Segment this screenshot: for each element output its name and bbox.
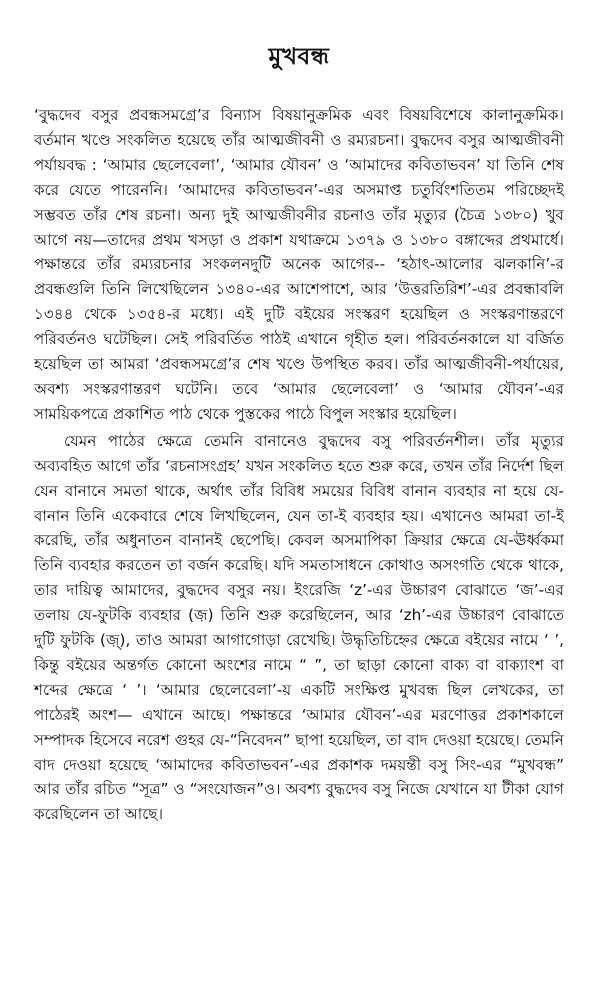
paragraph-1: ‘বুদ্ধদেব বসুর প্রবন্ধসমগ্রে’র বিন্যাস বিষয়ানুক্রমিক এবং বিষয়বিশেষে কালানুক্রমিক। বর্তমান খণ্ডে সংকলিত হয়েছে তাঁর আত্মজীবনী ও রম্যরচনা। বুদ্ধদেব বসুর আত্মজীবনী পর্যায়বদ্ধ : ‘আমার ছেলেবেলা’, ‘আমার যৌবন’ ও ‘আমাদের কবিতাভবন’ যা তিনি শেষ করে যেতে পারেননি। ‘আমাদের কবিতাভবন’-এর অসমাপ্ত চতুর্বিংশতিতম পরিচ্ছেদই সম্ভবত তাঁর শেষ রচনা। অন্য দুই আত্মজীবনীর রচনাও তাঁর মৃত্যুর (চৈত্র ১৩৮০) খুব আগে নয়—তাদের প্রথম খসড়া ও প্রকাশ যথাক্রমে ১৩৭৯ ও ১৩৮০ বঙ্গাব্দের প্রথমার্ধে। পক্ষান্তরে তাঁর রম্যরচনার সংকলনদুটি অনেক আগের-- ‘হঠাৎ-আলোর ঝলকানি’-র প্রবন্ধগুলি তিনি লিখেছিলেন ১৩৪০-এর আশেপাশে, আর ‘উত্তরতিরিশ’-এর প্রবন্ধাবলি ১৩৪৪ থেকে ১৩৫৪-র মধ্যে। এই দুটি বইয়ের সংস্করণ হয়েছিল ও সংস্করণান্তরণে পরিবর্তনও ঘটেছিল। সেই পরিবর্তিত পাঠই এখানে গৃহীত হল। পরিবর্তনকালে যা বর্জিত হয়েছিল তা আমরা ‘প্রবন্ধসমগ্রে’র শেষ খণ্ডে উপস্থিত করব। তাঁর আত্মজীবনী-পর্যায়ের, অবশ্য সংস্করণান্তরণ ঘটেনি। তবে ‘আমার ছেলেবেলা’ ও ‘আমার যৌবন’-এর সাময়িকপত্রে প্রকাশিত পাঠ থেকে পুস্তকের পাঠে বিপুল সংস্কার হয়েছিল।	[34, 106, 565, 423]
page-title: মুখবন্ধ	[268, 44, 330, 70]
paragraph-2: যেমন পাঠের ক্ষেত্রে তেমনি বানানেও বুদ্ধদেব বসু পরিবর্তনশীল। তাঁর মৃত্যুর অব্যবহিত আগে তাঁর ‘রচনাসংগ্রহ’ যখন সংকলিত হতে শুরু করে, তখন তাঁর নির্দেশ ছিল যেন বানানে সমতা থাকে, অর্থাৎ তাঁর বিবিধ সময়ের বিবিধ বানান ব্যবহার না হয়ে যে-বানান তিনি একেবারে শেষে লিখছিলেন, যেন তা-ই ব্যবহার হয়। এখানেও আমরা তা-ই করেছি, তাঁর অধুনাতন বানানই ছেপেছি। কেবল অসমাপিকা ক্রিয়ার ক্ষেত্রে যে-ঊর্ধ্বকমা তিনি ব্যবহার করতেন তা বর্জন করেছি। যদি সমতাসাধনে কোথাও অসংগতি থেকে থাকে, তার দায়িত্ব আমাদের, বুদ্ধদেব বসুর নয়। ইংরেজি ‘z’-এর উচ্চারণ বোঝাতে ‘জ’-এর তলায় যে-ফুটকি ব্যবহার (জ়) তিনি শুরু করেছিলেন, আর ‘zh’-এর উচ্চারণ বোঝাতে দুটি ফুটকি (জ়্), তাও আমরা আগাগোড়া রেখেছি। উদ্ধৃতিচিহ্নের ক্ষেত্রে বইয়ের নামে ‘ ’, কিন্তু বইয়ের অন্তর্গত কোনো অংশের নামে “ ”, তা ছাড়া কোনো বাক্য বা বাক্যাংশ বা শব্দের ক্ষেত্রে ‘ ’। ‘আমার ছেলেবেলা’-য় একটি সংক্ষিপ্ত মুখবন্ধ ছিল লেখকের, তা পাঠেরই অংশ— এখানে আছে। পক্ষান্তরে ‘আমার যৌবন’-এর মরণোত্তর প্রকাশকালে সম্পাদক হিসেবে নরেশ গুহর যে-“নিবেদন” ছাপা হয়েছিল, তা বাদ দেওয়া হয়েছে। তেমনি বাদ দেওয়া হয়েছে ‘আমাদের কবিতাভবন’-এর প্রকাশক দময়ন্তী বসু সিং-এর “মুখবন্ধ” আর তাঁর রচিত “সূত্র” ও “সংযোজন”ও। অবশ্য বুদ্ধদেব বসু নিজে যেখানে যা টীকা যোগ করেছিলেন তা আছে।	[34, 431, 564, 824]
